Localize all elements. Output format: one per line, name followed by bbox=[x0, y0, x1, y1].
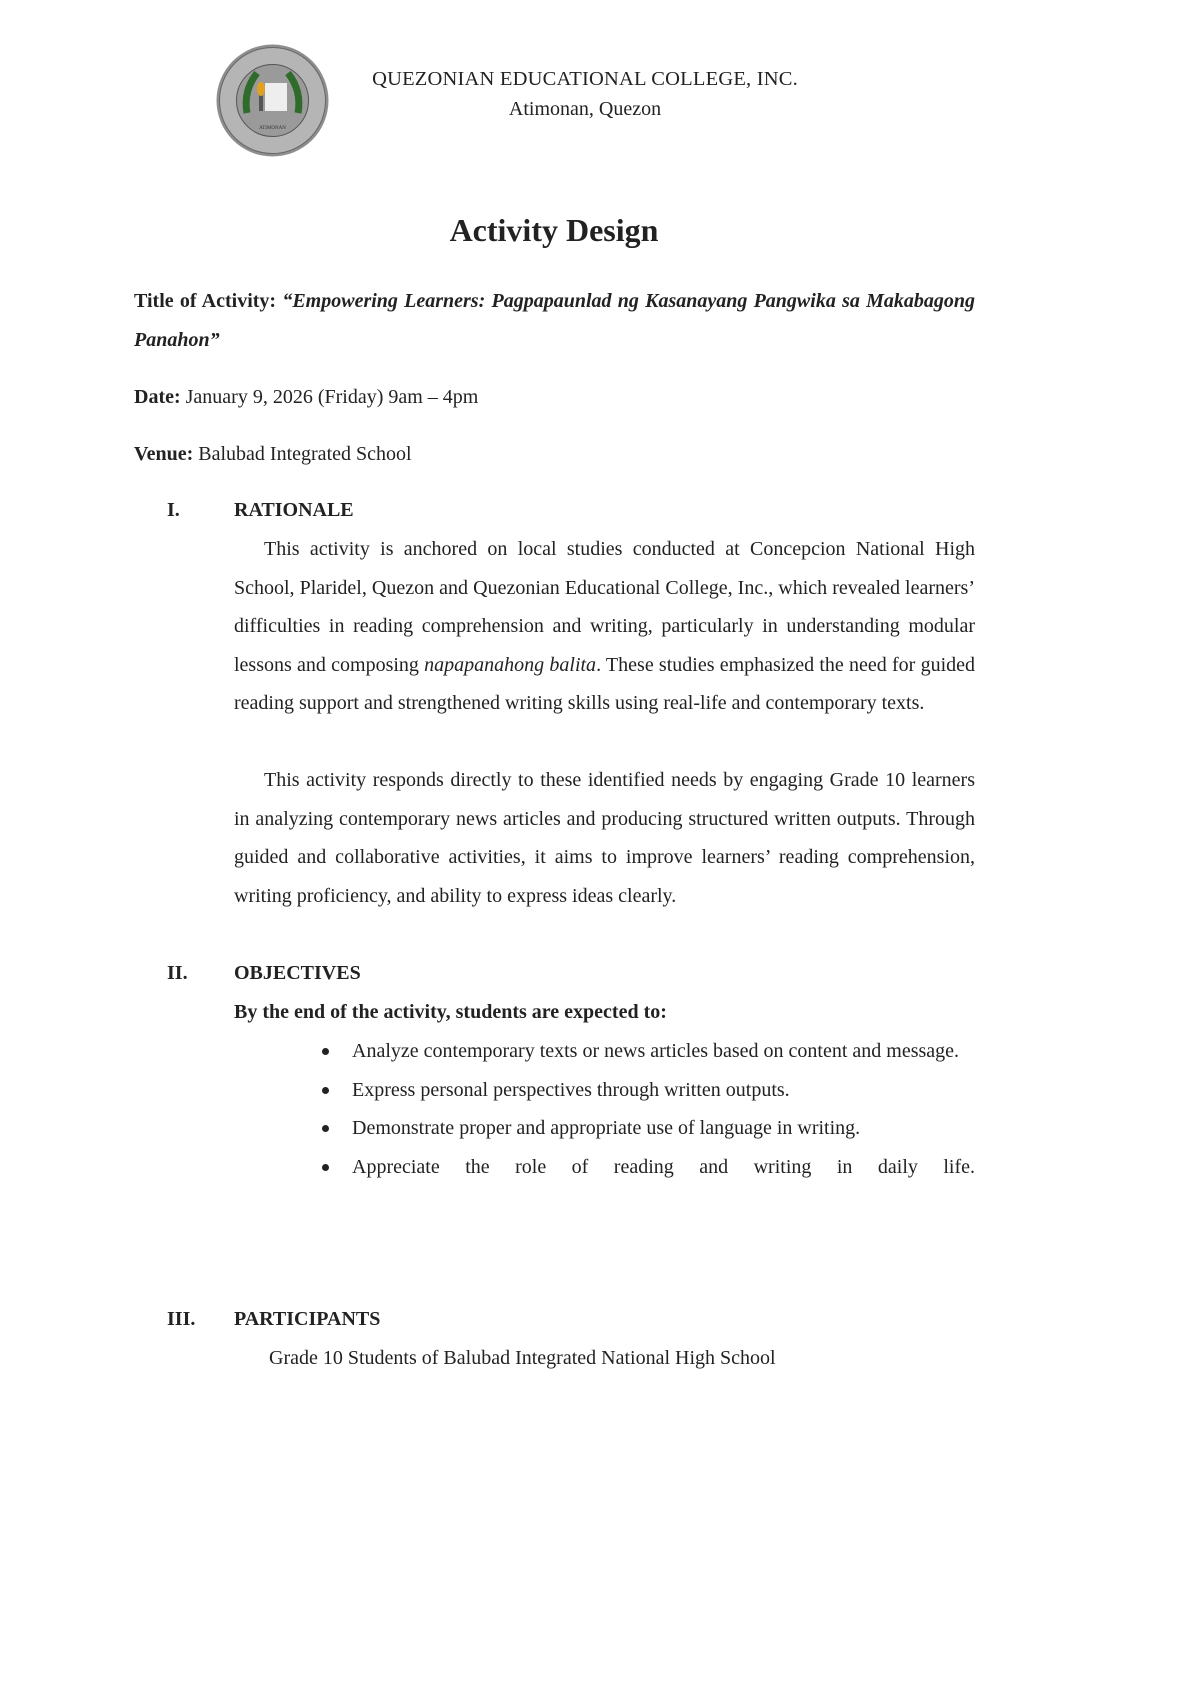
section-number-participants: III. bbox=[167, 1308, 196, 1330]
title-value: “Empowering Learners: Pagpapaunlad ng Kasanayang Pangwika sa Makabagong Panahon” bbox=[134, 290, 975, 351]
svg-text:ATIMONAN: ATIMONAN bbox=[259, 126, 286, 131]
rationale-paragraph-1 bbox=[234, 530, 975, 723]
section-heading-rationale: RATIONALE bbox=[234, 499, 354, 521]
document-title: Activity Design bbox=[449, 212, 659, 248]
objective-text: Analyze contemporary texts or news articles based on content and message. bbox=[352, 1040, 960, 1062]
section-number-rationale: I. bbox=[167, 499, 180, 521]
bullet-icon bbox=[322, 1087, 329, 1094]
rationale-italic-term: napapanahong balita bbox=[424, 653, 597, 676]
list-item bbox=[322, 1148, 975, 1187]
venue-label: Venue: bbox=[134, 443, 194, 465]
objective-text: Demonstrate proper and appropriate use of language in writing. bbox=[352, 1117, 861, 1140]
rationale-paragraph-2: This activity responds directly to these identified needs by engaging Grade 10 learners in analyzing contemporary news articles and producing structured written outputs. Through guided and collaborative activities, it aims to improve learners’ reading comprehension, writing proficiency, and ability to express ideas clearly. bbox=[234, 769, 975, 907]
bullet-icon bbox=[322, 1164, 329, 1171]
venue-value: Balubad Integrated School bbox=[198, 443, 412, 465]
date-value: January 9, 2026 (Friday) 9am – 4pm bbox=[185, 386, 479, 408]
objective-text: Appreciate the role of reading and writing in daily life. bbox=[352, 1155, 975, 1178]
objectives-intro: By the end of the activity, students are expected to: bbox=[234, 1001, 667, 1023]
list-item bbox=[322, 1032, 975, 1071]
section-heading-objectives: OBJECTIVES bbox=[234, 962, 361, 984]
list-item bbox=[322, 1071, 975, 1110]
bullet-icon bbox=[322, 1048, 329, 1055]
list-item bbox=[322, 1109, 975, 1148]
rationale-text: This activity is anchored on local studies conducted at Concepcion National High School, Plaridel, Quezon and Quezonian Educational College, Inc., which revealed learners’ difficulties in reading comprehension and writing, particularly in understanding modular lessons and composing bbox=[234, 538, 975, 676]
bullet-icon bbox=[322, 1125, 329, 1132]
institution-location: Atimonan, Quezon bbox=[508, 98, 662, 120]
title-label: Title of Activity: bbox=[134, 290, 277, 312]
objective-text: Express personal perspectives through written outputs. bbox=[352, 1078, 790, 1101]
section-number-objectives: II. bbox=[167, 962, 188, 984]
activity-venue bbox=[134, 435, 412, 474]
institution-name: QUEZONIAN EDUCATIONAL COLLEGE, INC. bbox=[372, 68, 798, 90]
section-heading-participants: PARTICIPANTS bbox=[234, 1308, 381, 1330]
activity-date bbox=[134, 378, 478, 417]
activity-title bbox=[134, 282, 975, 359]
date-label: Date: bbox=[134, 386, 181, 408]
objectives-list bbox=[322, 1032, 975, 1186]
rationale-text: . These studies emphasized the need for guided reading support and strengthened writing skills using real-life and contemporary texts. bbox=[234, 653, 976, 715]
participants-text: Grade 10 Students of Balubad Integrated National High School bbox=[269, 1347, 776, 1369]
college-seal-logo bbox=[215, 43, 330, 158]
